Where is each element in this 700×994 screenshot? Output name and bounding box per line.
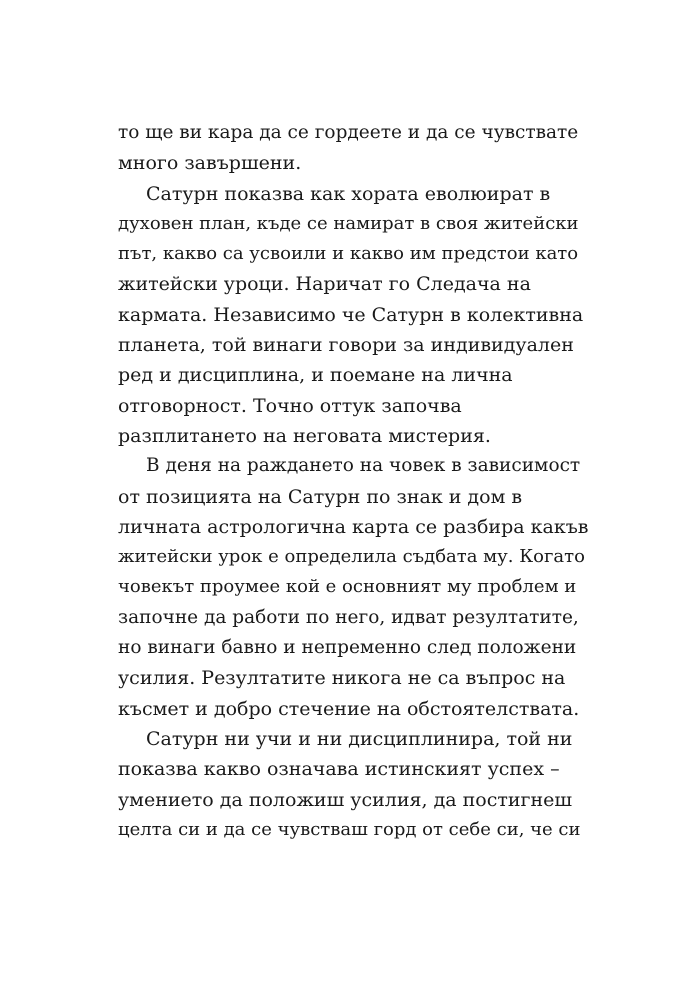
text-line: житейски уроци. Наричат го Следача на [118,273,531,296]
text-line: умението да положиш усилия, да постигнеш [118,788,573,811]
text-line: път, какво са усвоили и какво им предстои като [118,243,579,265]
text-line: В деня на раждането на човек в зависимост [146,455,581,477]
text-line: разплитането на неговата мистерия. [118,424,491,447]
text-line: Сатурн показва как хората еволюират в [146,182,551,205]
text-line: много завършени. [118,152,302,175]
text-line: човекът проумее кой е основният му проблем и [118,576,577,598]
text-line: планета, той винаги говори за индивидуален [118,334,574,357]
text-line: показва какво означава истинският успех – [118,758,560,781]
text-line: Сатурн ни учи и ни дисциплинира, той ни [146,727,573,750]
text-line: то ще ви кара да се гордеете и да се чувствате [118,122,579,143]
text-line: от позицията на Сатурн по знак и дом в [118,485,523,508]
text-line: житейски урок е определила съдбата му. Когато [118,546,585,568]
page-body-text [118,118,588,845]
text-line: усилия. Резултатите никога не са въпрос на [118,667,566,690]
text-line: духовен план, къде се намират в своя житейски [118,212,579,234]
text-line: отговорност. Точно оттук започва [118,394,462,417]
text-line: личната астрологична карта се разбира какъв [118,515,589,538]
text-line: късмет и добро стечение на обстоятелствата. [118,697,580,720]
text-line: но винаги бавно и непременно след положени [118,637,577,659]
text-line: започне да работи по него, идват резултатите, [118,606,579,628]
text-line: целта си и да се чувстваш горд от себе си, че си [118,818,581,840]
text-line: ред и дисциплина, и поемане на лична [118,364,513,387]
text-line: кармата. Независимо че Сатурн в колективна [118,303,584,326]
